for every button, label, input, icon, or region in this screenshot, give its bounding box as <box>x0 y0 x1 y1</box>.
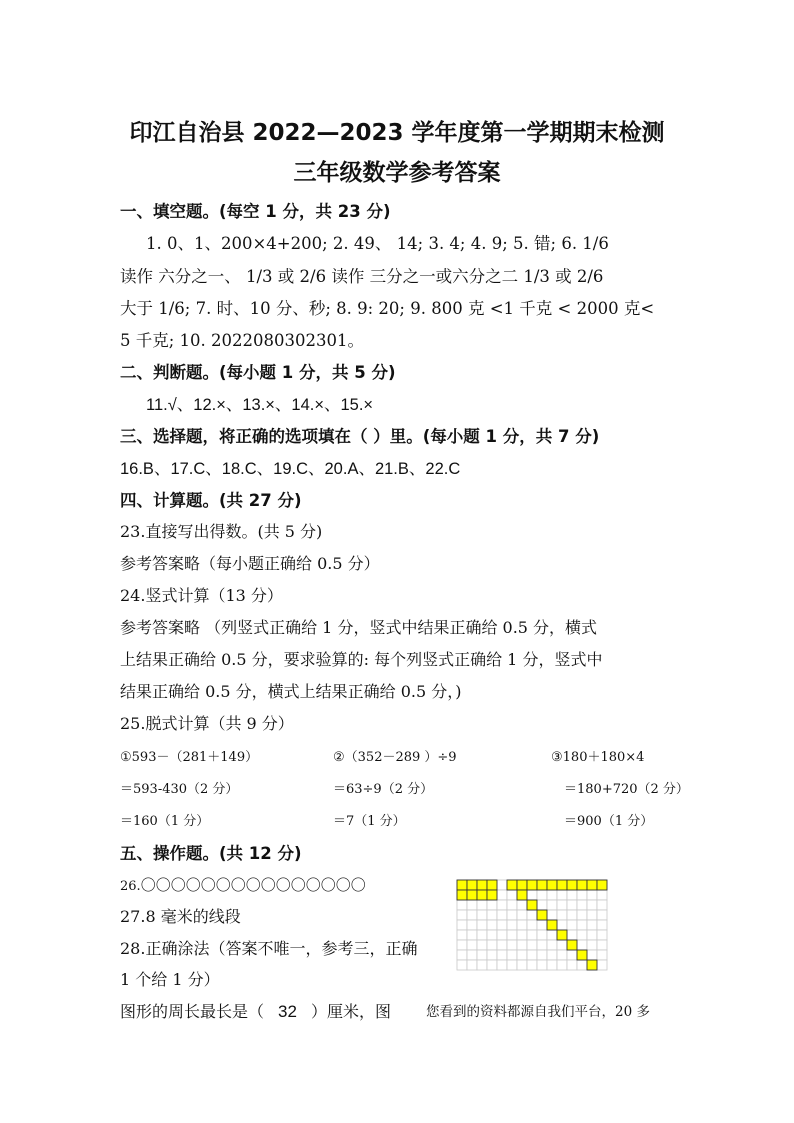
filled-cell <box>527 880 537 890</box>
filled-cell <box>507 880 517 890</box>
q26-row <box>120 874 366 895</box>
grid-cell <box>477 900 487 910</box>
q24-note-line-2: 上结果正确给 0.5 分，要求验算的: 每个列竖式正确给 1 分，竖式中 <box>120 650 603 669</box>
perimeter-line <box>120 999 391 1022</box>
grid-cell <box>547 940 557 950</box>
filled-cell <box>587 960 597 970</box>
grid-cell <box>597 920 607 930</box>
q25-title: 25.脱式计算（共 9 分） <box>120 714 294 733</box>
grid-cell <box>577 960 587 970</box>
filled-cell <box>487 880 497 890</box>
filled-cell <box>457 880 467 890</box>
filled-cell <box>477 890 487 900</box>
grid-cell <box>567 910 577 920</box>
grid-cell <box>527 890 537 900</box>
grid-cell <box>517 900 527 910</box>
grid-cell <box>567 930 577 940</box>
grid-cell <box>597 890 607 900</box>
q24-note-line-3: 结果正确给 0.5 分，横式上结果正确给 0.5 分，) <box>120 682 462 701</box>
grid-cell <box>487 920 497 930</box>
grid-cell <box>587 940 597 950</box>
grid-cell <box>467 920 477 930</box>
filled-cell <box>487 890 497 900</box>
grid-cell <box>477 920 487 930</box>
grid-cell <box>537 890 547 900</box>
grid-cell <box>457 900 467 910</box>
grid-cell <box>567 960 577 970</box>
q25-col2-row2: ＝63÷9（2 分） <box>333 782 434 797</box>
grid-cell <box>527 940 537 950</box>
grid-cell <box>487 960 497 970</box>
section-2-answers: 11.√、12.×、13.×、14.×、15.× <box>146 396 374 414</box>
grid-cell <box>497 910 507 920</box>
grid-cell <box>547 960 557 970</box>
grid-cell <box>527 920 537 930</box>
grid-cell <box>477 910 487 920</box>
grid-cell <box>507 930 517 940</box>
q26-label: 26. <box>120 879 141 894</box>
grid-cell <box>497 950 507 960</box>
grid-cell <box>557 900 567 910</box>
grid-cell <box>587 920 597 930</box>
q28-line-2: 1 个给 1 分） <box>120 970 220 989</box>
grid-cell <box>527 930 537 940</box>
grid-cell <box>477 950 487 960</box>
filled-cell <box>527 900 537 910</box>
filled-cell <box>557 930 567 940</box>
grid-cell <box>467 940 477 950</box>
q25-col3-row3: ＝900（1 分） <box>564 814 654 829</box>
grid-cell <box>457 920 467 930</box>
q24-title: 24.竖式计算（13 分） <box>120 586 283 605</box>
section-4-heading: 四、计算题。(共 27 分) <box>120 491 302 510</box>
grid-cell <box>507 940 517 950</box>
grid-cell <box>467 910 477 920</box>
grid-cell <box>497 880 507 890</box>
filled-cell <box>577 880 587 890</box>
grid-cell <box>507 960 517 970</box>
grid-cell <box>467 960 477 970</box>
grid-cell <box>517 940 527 950</box>
coloring-grid-figure <box>455 878 610 978</box>
grid-cell <box>487 930 497 940</box>
title-line-1: 印江自治县 2022—2023 学年度第一学期期末检测 <box>129 120 665 146</box>
grid-cell <box>547 930 557 940</box>
filled-cell <box>477 880 487 890</box>
q25-col2-row1: ②（352－289 ）÷9 <box>333 750 457 765</box>
q25-col2-row3: ＝7（1 分） <box>333 814 406 829</box>
grid-cell <box>577 890 587 900</box>
grid-cell <box>507 900 517 910</box>
section-3-answers: 16.B、17.C、18.C、19.C、20.A、21.B、22.C <box>120 460 461 478</box>
grid-cell <box>497 940 507 950</box>
section-1-line-1: 1. 0、1、200×4+200; 2. 49、 14; 3. 4; 4. 9; 5. 错; 6. 1/6 <box>146 234 609 253</box>
grid-cell <box>547 910 557 920</box>
grid-cell <box>537 920 547 930</box>
filled-cell <box>567 880 577 890</box>
grid-cell <box>517 950 527 960</box>
grid-cell <box>517 930 527 940</box>
grid-cell <box>537 900 547 910</box>
grid-cell <box>587 900 597 910</box>
grid-cell <box>567 950 577 960</box>
grid-cell <box>477 940 487 950</box>
grid-cell <box>507 890 517 900</box>
grid-cell <box>577 940 587 950</box>
filled-cell <box>587 880 597 890</box>
grid-cell <box>587 890 597 900</box>
grid-cell <box>457 930 467 940</box>
grid-cell <box>507 910 517 920</box>
perimeter-value: 32 <box>278 1002 297 1021</box>
grid-cell <box>507 950 517 960</box>
grid-cell <box>457 910 467 920</box>
grid-cell <box>597 960 607 970</box>
grid-cell <box>537 960 547 970</box>
grid-cell <box>577 930 587 940</box>
grid-cell <box>467 900 477 910</box>
filled-cell <box>547 880 557 890</box>
filled-cell <box>557 880 567 890</box>
filled-cell <box>537 880 547 890</box>
section-2-heading: 二、判断题。(每小题 1 分，共 5 分) <box>120 363 396 382</box>
q25-col1-row1: ①593－（281＋149） <box>120 750 259 765</box>
grid-cell <box>497 960 507 970</box>
grid-cell <box>557 960 567 970</box>
q27-text: 27.8 毫米的线段 <box>120 907 241 926</box>
grid-cell <box>547 900 557 910</box>
section-1-line-2: 读作 六分之一、 1/3 或 2/6 读作 三分之一或六分之二 1/3 或 2/6 <box>120 267 604 286</box>
grid-cell <box>537 930 547 940</box>
grid-cell <box>557 890 567 900</box>
section-1-heading: 一、填空题。(每空 1 分，共 23 分) <box>120 202 391 221</box>
grid-cell <box>467 950 477 960</box>
grid-cell <box>517 920 527 930</box>
grid-cell <box>597 940 607 950</box>
grid-cell <box>457 960 467 970</box>
grid-cell <box>567 900 577 910</box>
grid-cell <box>477 960 487 970</box>
grid-cell <box>557 940 567 950</box>
grid-cell <box>597 910 607 920</box>
grid-cell <box>547 950 557 960</box>
grid-cell <box>557 950 567 960</box>
section-3-heading: 三、选择题，将正确的选项填在（ ）里。(每小题 1 分，共 7 分) <box>120 427 600 446</box>
perimeter-suffix: ）厘米，图 <box>310 1002 391 1021</box>
q26-circles: 〇〇〇〇〇〇〇〇〇〇〇〇〇〇〇 <box>140 876 366 894</box>
grid-cell <box>597 950 607 960</box>
filled-cell <box>517 880 527 890</box>
grid-cell <box>587 910 597 920</box>
filled-cell <box>577 950 587 960</box>
grid-cell <box>557 920 567 930</box>
grid-cell <box>487 950 497 960</box>
q25-col1-row2: ＝593-430（2 分） <box>120 782 239 797</box>
grid-cell <box>457 940 467 950</box>
watermark-text: 您看到的资料都源自我们平台，20 多 <box>426 1004 650 1020</box>
grid-cell <box>527 950 537 960</box>
grid-cell <box>577 920 587 930</box>
grid-cell <box>517 910 527 920</box>
section-5-heading: 五、操作题。(共 12 分) <box>120 844 302 863</box>
grid-cell <box>467 930 477 940</box>
filled-cell <box>457 890 467 900</box>
filled-cell <box>467 890 477 900</box>
filled-cell <box>467 880 477 890</box>
section-1-line-3: 大于 1/6; 7. 时、10 分、秒; 8. 9: 20; 9. 800 克 <1 千克 < 2000 克< <box>120 299 655 318</box>
grid-cell <box>497 890 507 900</box>
grid-cell <box>587 950 597 960</box>
grid-cell <box>487 910 497 920</box>
q23-title: 23.直接写出得数。(共 5 分) <box>120 522 323 541</box>
title-line-2: 三年级数学参考答案 <box>293 160 501 186</box>
grid-cell <box>497 900 507 910</box>
filled-cell <box>547 920 557 930</box>
grid-cell <box>547 890 557 900</box>
q25-col1-row3: ＝160（1 分） <box>120 814 210 829</box>
grid-cell <box>487 940 497 950</box>
grid-cell <box>537 950 547 960</box>
q23-note: 参考答案略（每小题正确给 0.5 分） <box>120 554 380 573</box>
q24-note-line-1: 参考答案略 （列竖式正确给 1 分，竖式中结果正确给 0.5 分，横式 <box>120 618 598 637</box>
grid-cell <box>457 950 467 960</box>
grid-cell <box>597 930 607 940</box>
q28-line-1: 28.正确涂法（答案不唯一，参考三，正确 <box>120 939 418 958</box>
grid-cell <box>497 920 507 930</box>
grid-cell <box>567 890 577 900</box>
grid-cell <box>527 960 537 970</box>
q25-col3-row2: ＝180+720（2 分） <box>564 782 689 797</box>
grid-cell <box>497 930 507 940</box>
grid-cell <box>517 960 527 970</box>
grid-cell <box>597 900 607 910</box>
q25-col3-row1: ③180＋180×4 <box>551 750 645 765</box>
filled-cell <box>517 890 527 900</box>
section-1-line-4: 5 千克; 10. 2022080302301。 <box>120 331 365 350</box>
grid-cell <box>557 910 567 920</box>
perimeter-prefix: 图形的周长最长是（ <box>120 1002 265 1021</box>
grid-cell <box>567 920 577 930</box>
grid-cell <box>507 920 517 930</box>
coloring-grid <box>455 878 610 978</box>
grid-cell <box>577 900 587 910</box>
grid-cell <box>477 930 487 940</box>
filled-cell <box>597 880 607 890</box>
grid-cell <box>587 930 597 940</box>
grid-cell <box>487 900 497 910</box>
grid-cell <box>577 910 587 920</box>
grid-cell <box>537 940 547 950</box>
grid-cell <box>527 910 537 920</box>
filled-cell <box>567 940 577 950</box>
filled-cell <box>537 910 547 920</box>
